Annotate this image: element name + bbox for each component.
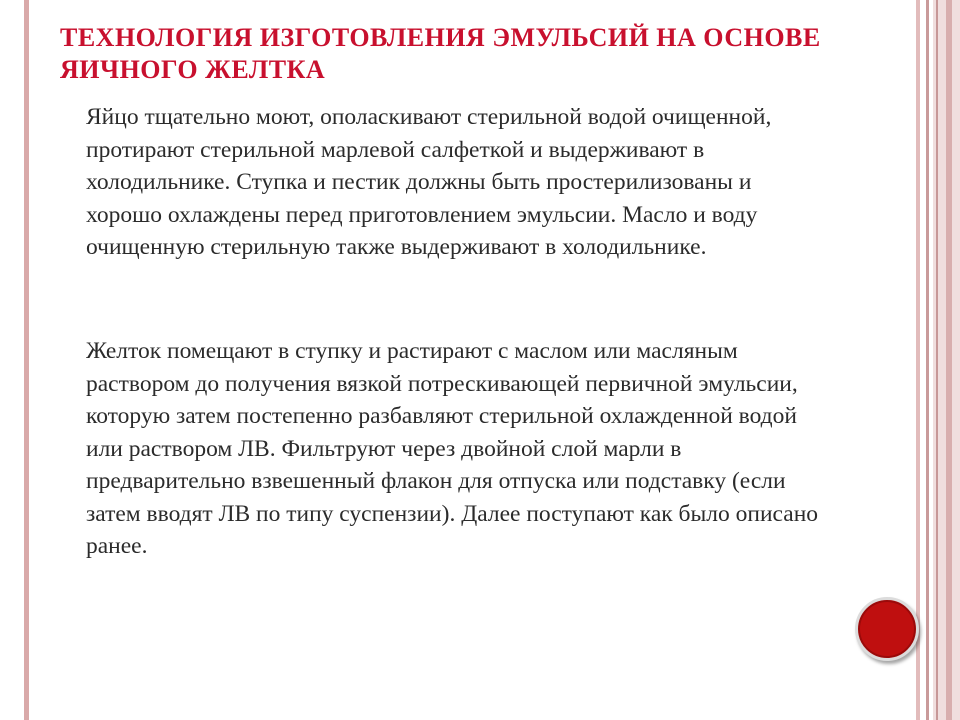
red-circle-decoration xyxy=(855,597,919,661)
right-decorative-stripe xyxy=(946,0,952,720)
left-decorative-stripe xyxy=(24,0,29,720)
paragraph-egg-preparation: Яйцо тщательно моют, ополаскивают стерильной водой очищенной, протирают стерильной марлевой салфеткой и выдерживают в холодильнике. Ступка и пестик должны быть простерилизованы и хорошо охлаждены перед приготовлением эмульсии. Масло и воду очищенную стерильную также выдерживают в холодильнике. xyxy=(86,104,772,260)
right-decorative-stripe xyxy=(916,0,920,720)
right-decorative-stripe xyxy=(926,0,929,720)
right-decorative-stripe xyxy=(936,0,938,720)
paragraph-yolk-procedure: Желток помещают в ступку и растирают с маслом или масляным раствором до получения вязкой потрескивающей первичной эмульсии, которую затем постепенно разбавляют стерильной охлажденной водой или раствором ЛВ. Фильтруют через двойной слой марли в предварительно взвешенный флакон для отпуска или подставку (если затем вводят ЛВ по типу суспензии). Далее поступают как было описано ранее. xyxy=(86,338,819,559)
slide-title: ТЕХНОЛОГИЯ ИЗГОТОВЛЕНИЯ ЭМУЛЬСИЙ НА ОСНОВЕ ЯИЧНОГО ЖЕЛТКА xyxy=(60,23,821,84)
